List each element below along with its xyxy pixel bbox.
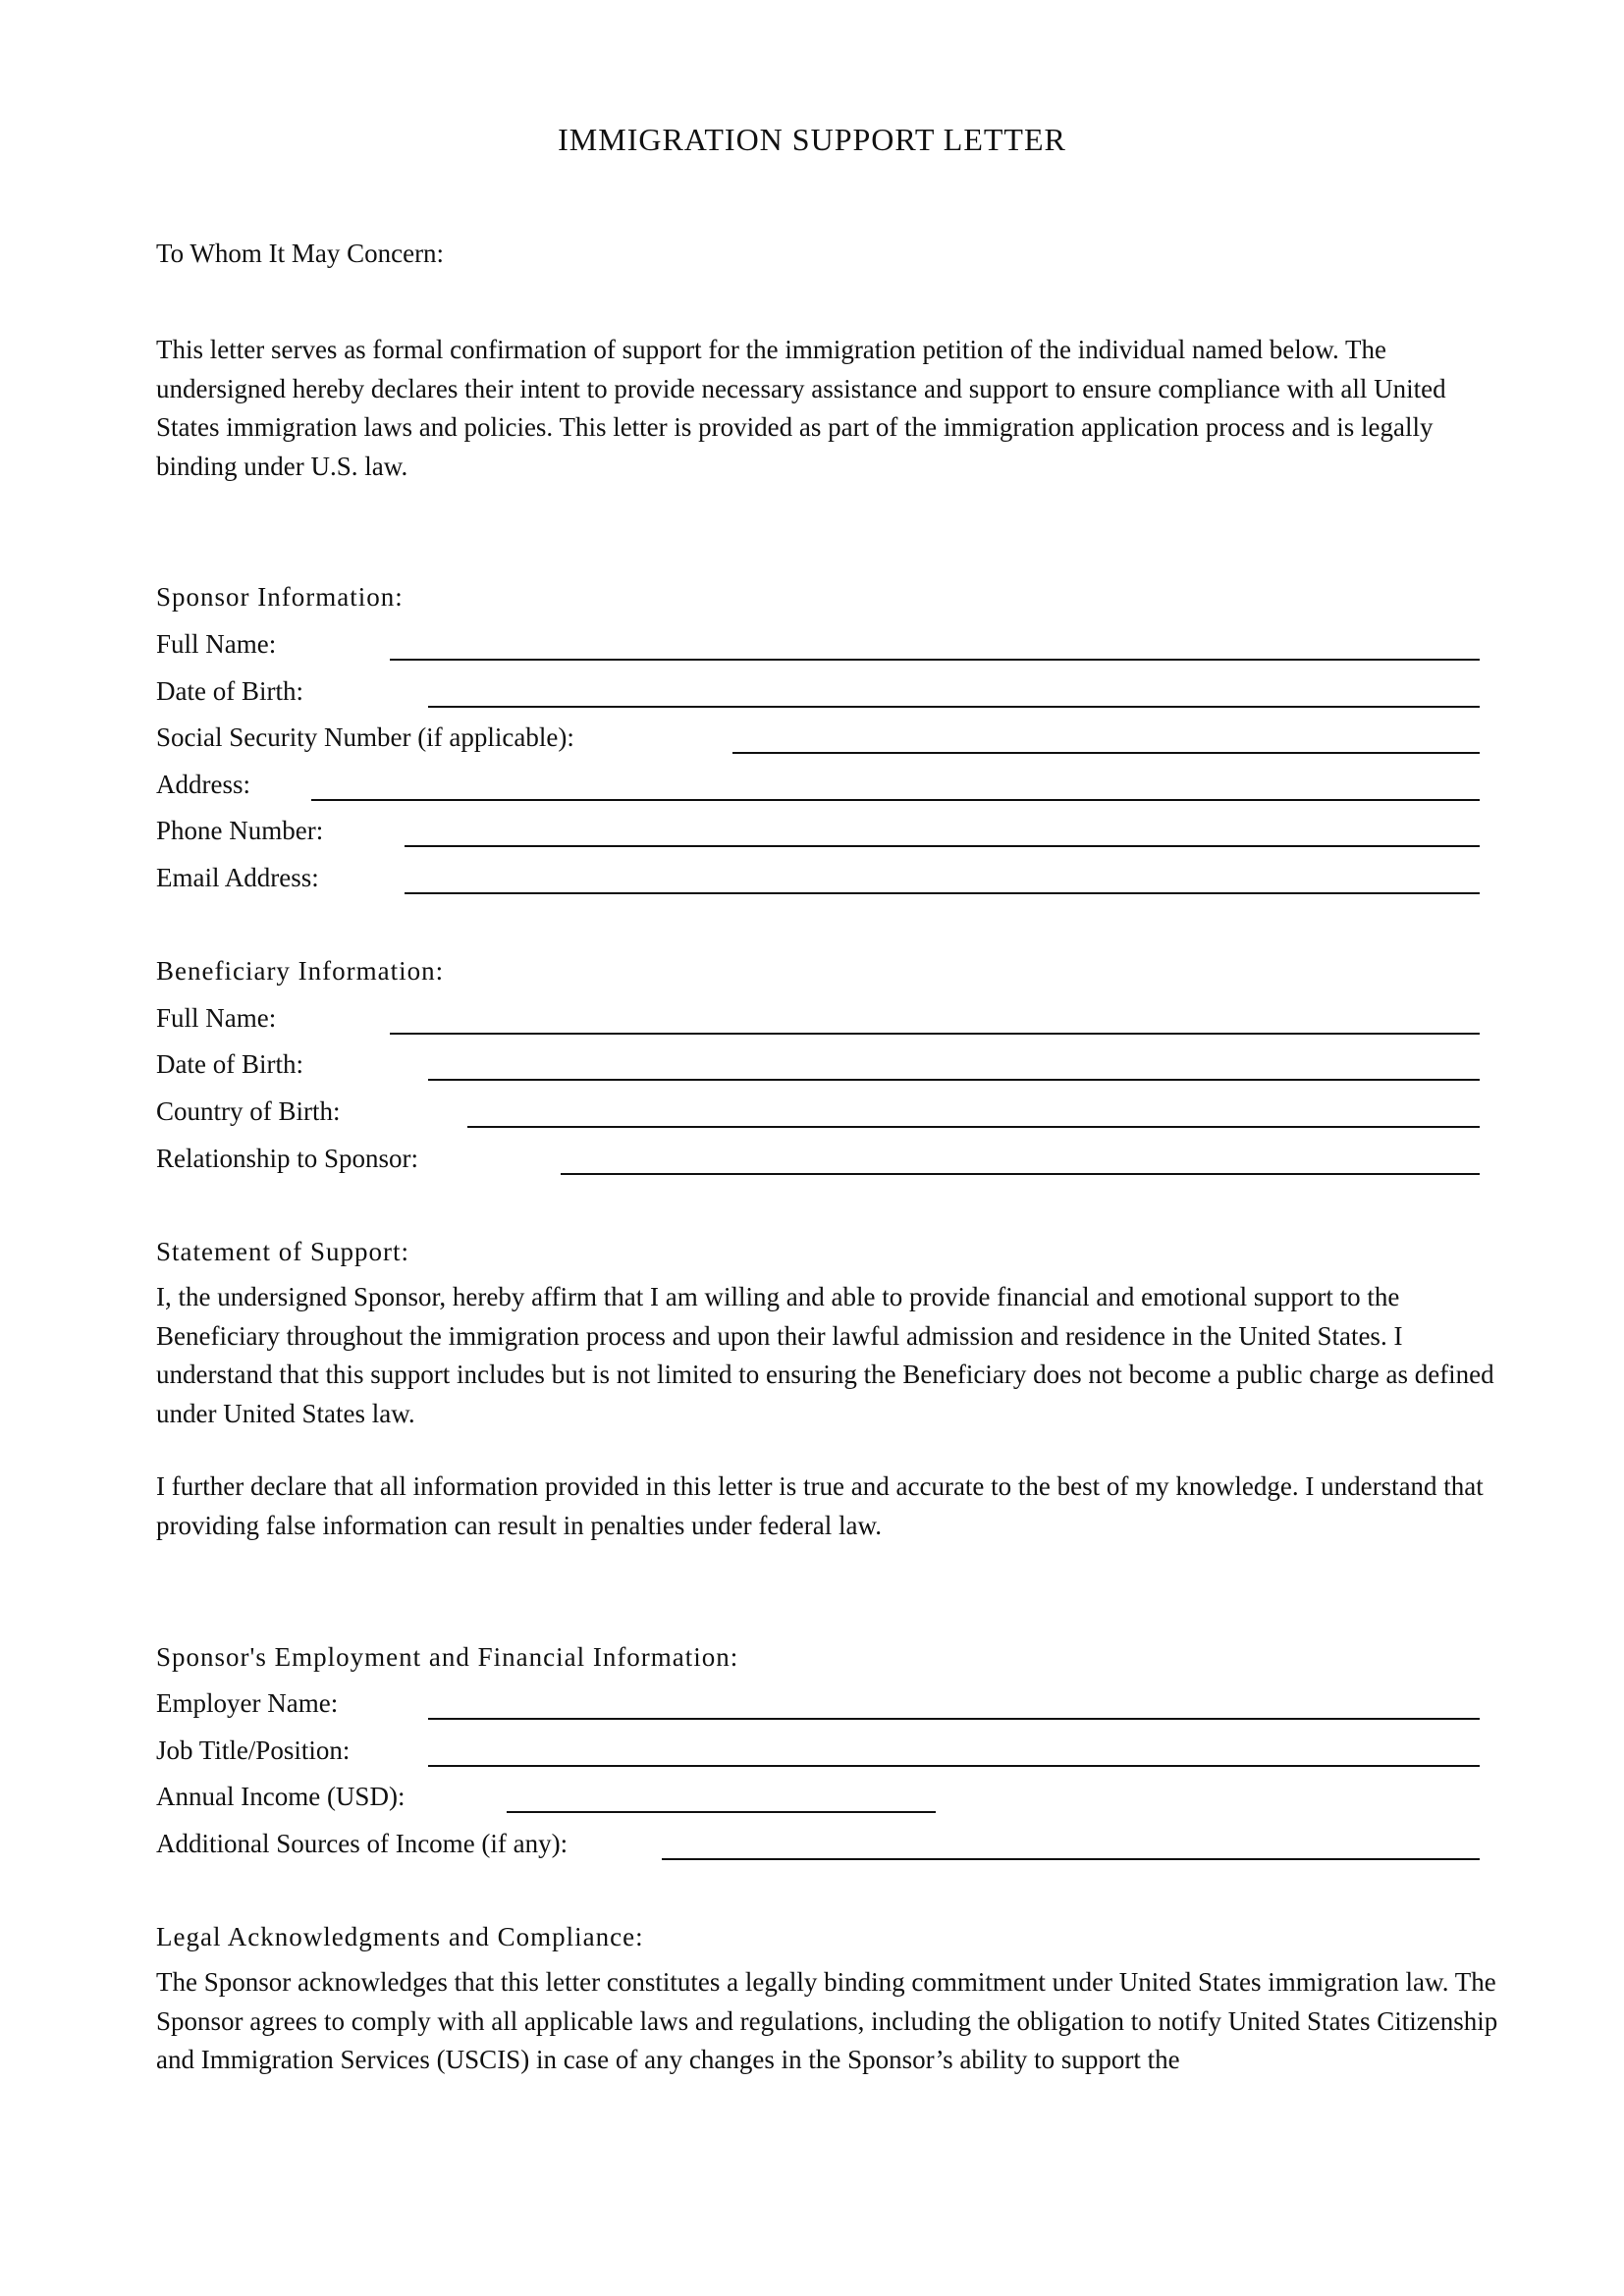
sponsor-phone-field[interactable] bbox=[405, 845, 1480, 847]
legal-paragraph: The Sponsor acknowledges that this letter constitutes a legally binding commitment under United States immigration law. The Sponsor agrees to comply with all applicable laws and regulations, including the obligation to notify United States Citizenship and Immigration Services (USCIS) in case of any changes in the Sponsor’s ability to support the bbox=[156, 1967, 1498, 2074]
additional-income-field[interactable] bbox=[662, 1858, 1480, 1860]
sponsor-section-heading: Sponsor Information: bbox=[156, 582, 404, 612]
sponsor-email-label: Email Address: bbox=[156, 863, 319, 892]
beneficiary-country-field[interactable] bbox=[467, 1126, 1480, 1128]
employment-section-heading: Sponsor's Employment and Financial Information: bbox=[156, 1642, 739, 1672]
sponsor-address-label: Address: bbox=[156, 770, 250, 799]
sponsor-full-name-field[interactable] bbox=[390, 659, 1480, 661]
job-title-field[interactable] bbox=[428, 1765, 1480, 1767]
beneficiary-section-heading: Beneficiary Information: bbox=[156, 956, 445, 986]
intro-paragraph: This letter serves as formal confirmation of support for the immigration petition of the individual named below. The undersigned hereby declares their intent to provide necessary assistance and support to ensure compliance with all United States immigration laws and policies. This letter is provided as part of the immigration application process and is legally binding under U.S. law. bbox=[156, 335, 1446, 481]
sponsor-phone-label: Phone Number: bbox=[156, 816, 324, 845]
statement-section-heading: Statement of Support: bbox=[156, 1237, 409, 1266]
sponsor-dob-label: Date of Birth: bbox=[156, 676, 303, 706]
beneficiary-relationship-field[interactable] bbox=[561, 1173, 1480, 1175]
beneficiary-full-name-field[interactable] bbox=[390, 1033, 1480, 1035]
annual-income-field[interactable] bbox=[507, 1811, 936, 1813]
sponsor-full-name-label: Full Name: bbox=[156, 629, 277, 659]
sponsor-ssn-label: Social Security Number (if applicable): bbox=[156, 722, 574, 752]
additional-income-label: Additional Sources of Income (if any): bbox=[156, 1829, 568, 1858]
sponsor-email-field[interactable] bbox=[405, 892, 1480, 894]
statement-paragraph-2: I further declare that all information provided in this letter is true and accurate to the best of my knowledge. I understand that providing false information can result in penalties under federal law. bbox=[156, 1471, 1484, 1540]
sponsor-address-field[interactable] bbox=[311, 799, 1480, 801]
employer-name-label: Employer Name: bbox=[156, 1688, 339, 1718]
job-title-label: Job Title/Position: bbox=[156, 1735, 351, 1765]
employer-name-field[interactable] bbox=[428, 1718, 1480, 1720]
beneficiary-relationship-label: Relationship to Sponsor: bbox=[156, 1144, 419, 1173]
document-title: IMMIGRATION SUPPORT LETTER bbox=[558, 122, 1066, 157]
beneficiary-country-label: Country of Birth: bbox=[156, 1096, 341, 1126]
annual-income-label: Annual Income (USD): bbox=[156, 1782, 406, 1811]
legal-section-heading: Legal Acknowledgments and Compliance: bbox=[156, 1922, 644, 1951]
sponsor-dob-field[interactable] bbox=[428, 706, 1480, 708]
beneficiary-full-name-label: Full Name: bbox=[156, 1003, 277, 1033]
beneficiary-dob-field[interactable] bbox=[428, 1079, 1480, 1081]
statement-paragraph-1: I, the undersigned Sponsor, hereby affirm that I am willing and able to provide financial and emotional support to the Beneficiary throughout the immigration process and upon their lawful admission and residence in the United States. I understand that this support includes but is not limited to ensuring the Beneficiary does not become a public charge as defined under United States law. bbox=[156, 1282, 1494, 1428]
beneficiary-dob-label: Date of Birth: bbox=[156, 1049, 303, 1079]
salutation: To Whom It May Concern: bbox=[156, 239, 445, 268]
sponsor-ssn-field[interactable] bbox=[732, 752, 1480, 754]
